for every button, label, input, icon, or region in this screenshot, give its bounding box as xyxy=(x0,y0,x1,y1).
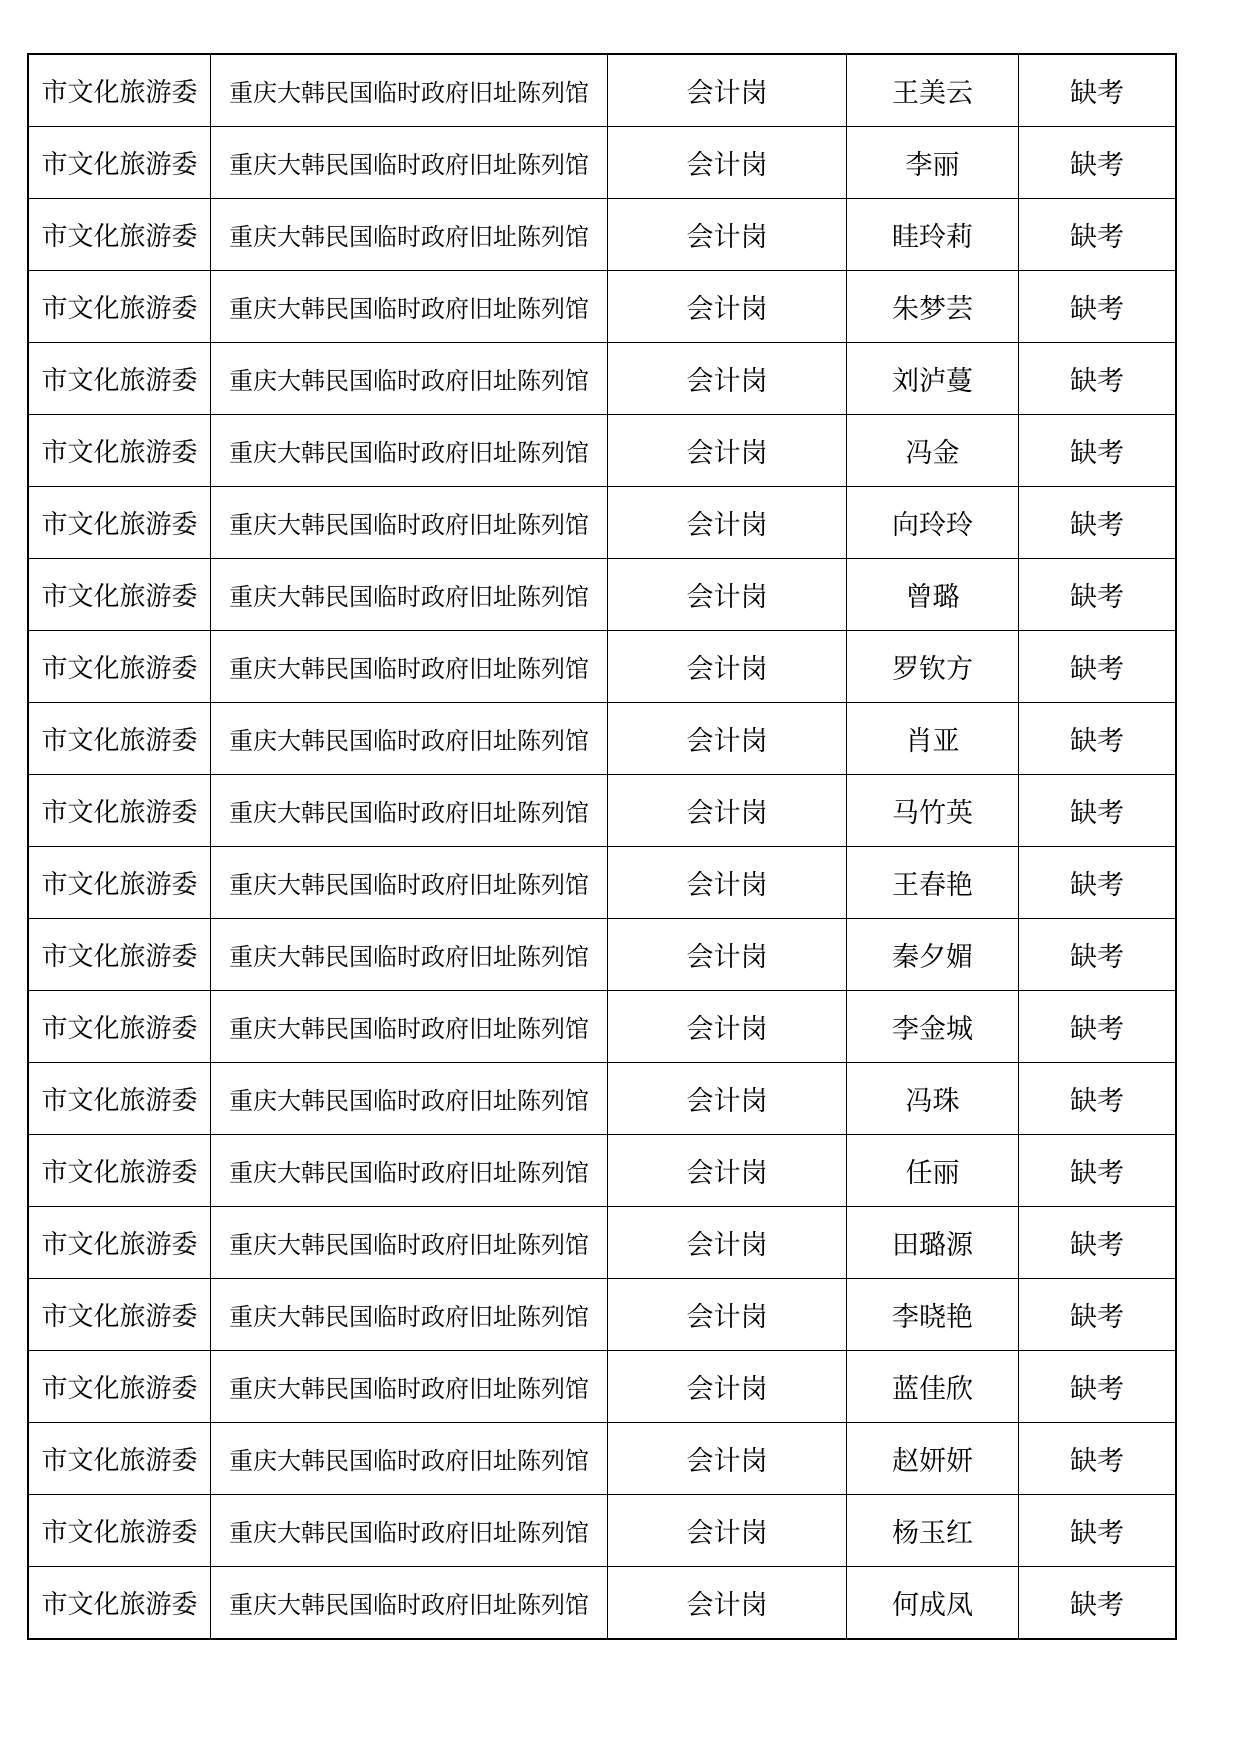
cell-position: 会计岗 xyxy=(608,127,847,199)
table-body xyxy=(28,54,1176,1639)
absentee-table xyxy=(27,53,1177,1640)
cell-unit: 重庆大韩民国临时政府旧址陈列馆 xyxy=(211,703,608,775)
table-row xyxy=(28,487,1176,559)
cell-unit: 重庆大韩民国临时政府旧址陈列馆 xyxy=(211,271,608,343)
cell-unit: 重庆大韩民国临时政府旧址陈列馆 xyxy=(211,1567,608,1640)
cell-status: 缺考 xyxy=(1019,1135,1177,1207)
cell-department: 市文化旅游委 xyxy=(28,1423,211,1495)
cell-position: 会计岗 xyxy=(608,1351,847,1423)
cell-name: 肖亚 xyxy=(847,703,1019,775)
cell-department: 市文化旅游委 xyxy=(28,631,211,703)
table-row xyxy=(28,847,1176,919)
cell-department: 市文化旅游委 xyxy=(28,559,211,631)
cell-unit: 重庆大韩民国临时政府旧址陈列馆 xyxy=(211,919,608,991)
table-row xyxy=(28,271,1176,343)
cell-unit: 重庆大韩民国临时政府旧址陈列馆 xyxy=(211,415,608,487)
cell-department: 市文化旅游委 xyxy=(28,1567,211,1640)
cell-name: 罗钦方 xyxy=(847,631,1019,703)
cell-unit: 重庆大韩民国临时政府旧址陈列馆 xyxy=(211,559,608,631)
cell-unit: 重庆大韩民国临时政府旧址陈列馆 xyxy=(211,1423,608,1495)
cell-unit: 重庆大韩民国临时政府旧址陈列馆 xyxy=(211,1063,608,1135)
table-row xyxy=(28,559,1176,631)
cell-department: 市文化旅游委 xyxy=(28,991,211,1063)
cell-name: 马竹英 xyxy=(847,775,1019,847)
cell-position: 会计岗 xyxy=(608,1063,847,1135)
cell-position: 会计岗 xyxy=(608,415,847,487)
cell-unit: 重庆大韩民国临时政府旧址陈列馆 xyxy=(211,631,608,703)
cell-status: 缺考 xyxy=(1019,271,1177,343)
cell-status: 缺考 xyxy=(1019,54,1177,127)
cell-department: 市文化旅游委 xyxy=(28,127,211,199)
cell-name: 向玲玲 xyxy=(847,487,1019,559)
cell-position: 会计岗 xyxy=(608,271,847,343)
cell-status: 缺考 xyxy=(1019,1351,1177,1423)
table-row xyxy=(28,631,1176,703)
cell-unit: 重庆大韩民国临时政府旧址陈列馆 xyxy=(211,127,608,199)
cell-unit: 重庆大韩民国临时政府旧址陈列馆 xyxy=(211,991,608,1063)
table-row xyxy=(28,919,1176,991)
cell-position: 会计岗 xyxy=(608,775,847,847)
cell-unit: 重庆大韩民国临时政府旧址陈列馆 xyxy=(211,343,608,415)
cell-department: 市文化旅游委 xyxy=(28,1495,211,1567)
cell-position: 会计岗 xyxy=(608,343,847,415)
cell-name: 冯金 xyxy=(847,415,1019,487)
table-row xyxy=(28,1063,1176,1135)
cell-position: 会计岗 xyxy=(608,847,847,919)
cell-position: 会计岗 xyxy=(608,631,847,703)
cell-department: 市文化旅游委 xyxy=(28,54,211,127)
cell-status: 缺考 xyxy=(1019,415,1177,487)
cell-name: 冯珠 xyxy=(847,1063,1019,1135)
cell-department: 市文化旅游委 xyxy=(28,415,211,487)
table-row xyxy=(28,1351,1176,1423)
cell-department: 市文化旅游委 xyxy=(28,487,211,559)
table-row xyxy=(28,343,1176,415)
table-row xyxy=(28,1423,1176,1495)
cell-name: 李丽 xyxy=(847,127,1019,199)
cell-position: 会计岗 xyxy=(608,1567,847,1640)
cell-name: 曾璐 xyxy=(847,559,1019,631)
cell-position: 会计岗 xyxy=(608,1279,847,1351)
cell-department: 市文化旅游委 xyxy=(28,271,211,343)
cell-unit: 重庆大韩民国临时政府旧址陈列馆 xyxy=(211,487,608,559)
cell-position: 会计岗 xyxy=(608,991,847,1063)
table-row xyxy=(28,991,1176,1063)
cell-name: 王春艳 xyxy=(847,847,1019,919)
cell-name: 何成凤 xyxy=(847,1567,1019,1640)
cell-department: 市文化旅游委 xyxy=(28,1135,211,1207)
cell-name: 赵妍妍 xyxy=(847,1423,1019,1495)
table-row xyxy=(28,1207,1176,1279)
table-row xyxy=(28,54,1176,127)
cell-department: 市文化旅游委 xyxy=(28,1351,211,1423)
table-row xyxy=(28,415,1176,487)
cell-position: 会计岗 xyxy=(608,919,847,991)
cell-status: 缺考 xyxy=(1019,847,1177,919)
cell-department: 市文化旅游委 xyxy=(28,343,211,415)
cell-status: 缺考 xyxy=(1019,1495,1177,1567)
cell-status: 缺考 xyxy=(1019,559,1177,631)
cell-position: 会计岗 xyxy=(608,487,847,559)
cell-status: 缺考 xyxy=(1019,1207,1177,1279)
cell-status: 缺考 xyxy=(1019,919,1177,991)
cell-position: 会计岗 xyxy=(608,1207,847,1279)
cell-position: 会计岗 xyxy=(608,1495,847,1567)
cell-department: 市文化旅游委 xyxy=(28,919,211,991)
cell-unit: 重庆大韩民国临时政府旧址陈列馆 xyxy=(211,847,608,919)
cell-department: 市文化旅游委 xyxy=(28,1279,211,1351)
cell-unit: 重庆大韩民国临时政府旧址陈列馆 xyxy=(211,199,608,271)
cell-name: 朱梦芸 xyxy=(847,271,1019,343)
cell-position: 会计岗 xyxy=(608,1423,847,1495)
cell-status: 缺考 xyxy=(1019,1063,1177,1135)
cell-status: 缺考 xyxy=(1019,1423,1177,1495)
cell-status: 缺考 xyxy=(1019,1567,1177,1640)
cell-status: 缺考 xyxy=(1019,991,1177,1063)
cell-status: 缺考 xyxy=(1019,1279,1177,1351)
cell-unit: 重庆大韩民国临时政府旧址陈列馆 xyxy=(211,1279,608,1351)
cell-unit: 重庆大韩民国临时政府旧址陈列馆 xyxy=(211,54,608,127)
cell-position: 会计岗 xyxy=(608,559,847,631)
cell-unit: 重庆大韩民国临时政府旧址陈列馆 xyxy=(211,775,608,847)
cell-status: 缺考 xyxy=(1019,703,1177,775)
cell-position: 会计岗 xyxy=(608,703,847,775)
table-row xyxy=(28,199,1176,271)
cell-name: 田璐源 xyxy=(847,1207,1019,1279)
cell-name: 刘泸蔓 xyxy=(847,343,1019,415)
cell-unit: 重庆大韩民国临时政府旧址陈列馆 xyxy=(211,1495,608,1567)
cell-name: 眭玲莉 xyxy=(847,199,1019,271)
cell-unit: 重庆大韩民国临时政府旧址陈列馆 xyxy=(211,1351,608,1423)
cell-name: 王美云 xyxy=(847,54,1019,127)
cell-department: 市文化旅游委 xyxy=(28,703,211,775)
cell-status: 缺考 xyxy=(1019,487,1177,559)
cell-position: 会计岗 xyxy=(608,54,847,127)
table-row xyxy=(28,703,1176,775)
cell-name: 李金城 xyxy=(847,991,1019,1063)
cell-unit: 重庆大韩民国临时政府旧址陈列馆 xyxy=(211,1207,608,1279)
cell-status: 缺考 xyxy=(1019,775,1177,847)
table-row xyxy=(28,1279,1176,1351)
cell-status: 缺考 xyxy=(1019,127,1177,199)
cell-name: 蓝佳欣 xyxy=(847,1351,1019,1423)
cell-name: 任丽 xyxy=(847,1135,1019,1207)
cell-unit: 重庆大韩民国临时政府旧址陈列馆 xyxy=(211,1135,608,1207)
cell-department: 市文化旅游委 xyxy=(28,1207,211,1279)
cell-status: 缺考 xyxy=(1019,343,1177,415)
cell-department: 市文化旅游委 xyxy=(28,775,211,847)
cell-name: 杨玉红 xyxy=(847,1495,1019,1567)
cell-position: 会计岗 xyxy=(608,1135,847,1207)
cell-name: 李晓艳 xyxy=(847,1279,1019,1351)
cell-department: 市文化旅游委 xyxy=(28,1063,211,1135)
cell-name: 秦夕媚 xyxy=(847,919,1019,991)
cell-status: 缺考 xyxy=(1019,199,1177,271)
table-row xyxy=(28,127,1176,199)
table-row xyxy=(28,1135,1176,1207)
cell-department: 市文化旅游委 xyxy=(28,199,211,271)
table-row xyxy=(28,775,1176,847)
table-row xyxy=(28,1567,1176,1640)
cell-position: 会计岗 xyxy=(608,199,847,271)
table-row xyxy=(28,1495,1176,1567)
cell-status: 缺考 xyxy=(1019,631,1177,703)
cell-department: 市文化旅游委 xyxy=(28,847,211,919)
